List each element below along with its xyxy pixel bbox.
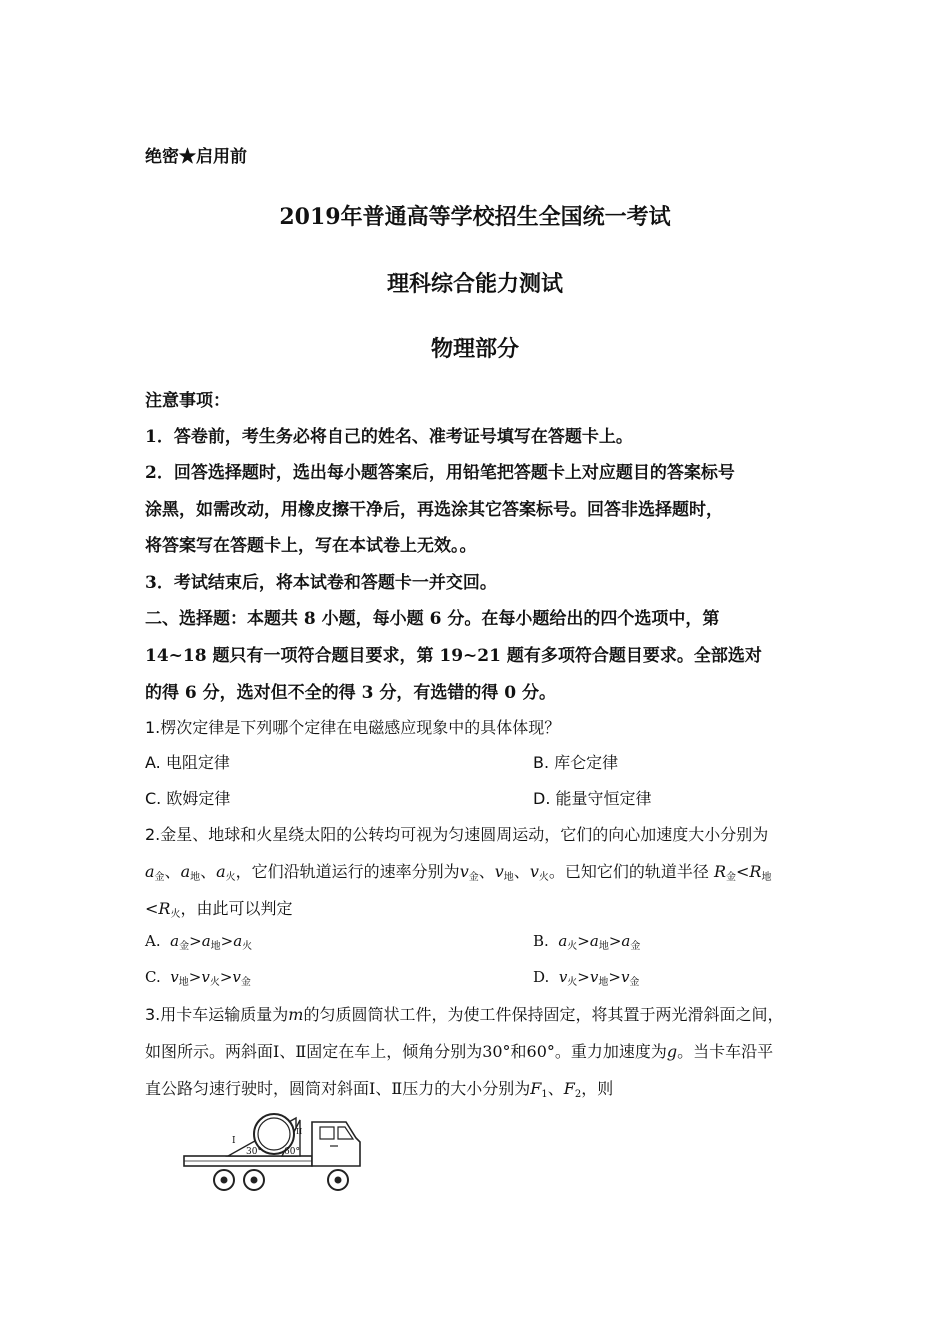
question-2-option-b: B. $a_火>a_地>a_金$ xyxy=(533,932,641,952)
notes-item-1: 1．答卷前，考生务必将自己的姓名、准考证号填写在答题卡上。 xyxy=(145,427,633,447)
question-2-option-d: D. $v_火>v_地>v_金$ xyxy=(533,968,640,988)
truck-cab xyxy=(312,1122,360,1166)
label-angle-60: 60° xyxy=(284,1147,300,1157)
section2-line-3: 的得 6 分，选对但不全的得 3 分，有选错的得 0 分。 xyxy=(145,683,556,703)
question-3-stem-line-3: 直公路匀速行驶时，圆筒对斜面Ⅰ、Ⅱ压力的大小分别为$F_1$、$F_2$，则 xyxy=(145,1079,614,1100)
section2-line-1: 二、选择题：本题共 8 小题，每小题 6 分。在每小题给出的四个选项中，第 xyxy=(145,609,720,629)
label-incline-1: I xyxy=(232,1136,236,1146)
section-title: 物理部分 xyxy=(430,336,519,362)
question-2-stem-line-2: $a_金$、$a_地$、$a_火$，它们沿轨道运行的速率分别为$v_金$、$v_地$、$v_火$。已知它们的轨道半径 $R_金<R_地$ xyxy=(145,862,772,883)
question-1-option-d: D. 能量守恒定律 xyxy=(533,789,652,808)
question-2-stem-line-3: $<R_火$，由此可以判定 xyxy=(145,899,293,920)
question-2-option-c: C. $v_地>v_火>v_金$ xyxy=(145,968,251,988)
notes-heading: 注意事项： xyxy=(145,391,230,411)
section2-line-2: 14~18 题只有一项符合题目要求，第 19~21 题有多项符合题目要求。全部选对 xyxy=(145,646,762,666)
question-1-option-b: B. 库仑定律 xyxy=(533,753,619,772)
question-1-option-c: C. 欧姆定律 xyxy=(145,789,231,808)
truck-figure xyxy=(178,1108,368,1200)
question-2-stem-line-1: 2.金星、地球和火星绕太阳的公转均可视为匀速圆周运动，它们的向心加速度大小分别为 xyxy=(145,825,769,844)
question-2-option-a: A. $a_金>a_地>a_火$ xyxy=(145,932,253,952)
notes-item-3: 3．考试结束后，将本试卷和答题卡一并交回。 xyxy=(145,573,497,593)
question-1-option-a: A. 电阻定律 xyxy=(145,753,230,772)
exam-subtitle: 理科综合能力测试 xyxy=(386,271,563,297)
notes-item-2-line-2: 涂黑，如需改动，用橡皮擦干净后，再选涂其它答案标号。回答非选择题时， xyxy=(145,500,723,520)
notes-item-2-line-1: 2．回答选择题时，选出每小题答案后，用铅笔把答题卡上对应题目的答案标号 xyxy=(145,463,735,483)
exam-title: 2019年普通高等学校招生全国统一考试 xyxy=(279,204,671,230)
label-incline-2: II xyxy=(296,1127,303,1136)
notes-item-2-line-3: 将答案写在答题卡上，写在本试卷上无效。。 xyxy=(145,536,477,556)
label-angle-30: 30° xyxy=(246,1147,262,1157)
secret-label: 绝密★启用前 xyxy=(145,147,247,167)
question-3-stem-line-1: 3.用卡车运输质量为m的匀质圆筒状工件，为使工件保持固定，将其置于两光滑斜面之间， xyxy=(145,1005,784,1024)
question-1-stem: 1.楞次定律是下列哪个定律在电磁感应现象中的具体体现？ xyxy=(145,718,561,737)
question-3-stem-line-2: 如图所示。两斜面Ⅰ、Ⅱ固定在车上，倾角分别为30°和60°。重力加速度为g。当卡车沿平 xyxy=(145,1042,774,1061)
